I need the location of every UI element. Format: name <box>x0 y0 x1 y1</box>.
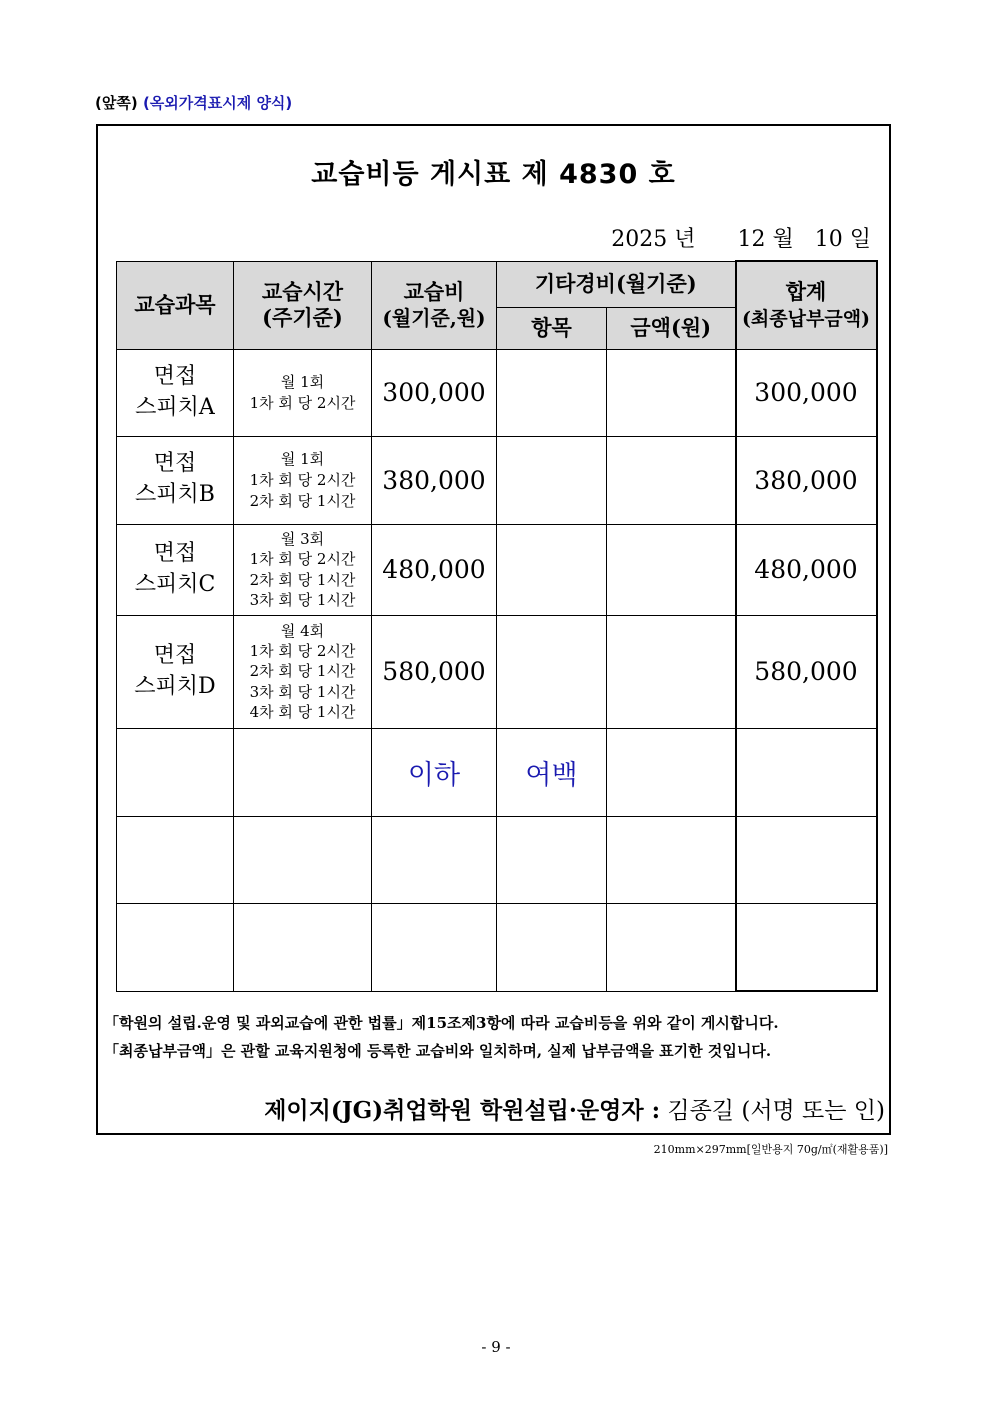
form-type-label: (옥외가격표시제 양식) <box>142 94 293 112</box>
other-amount-cell <box>607 524 736 615</box>
date-day: 10 <box>814 227 843 252</box>
date-month: 12 <box>737 227 766 252</box>
fee-cell: 380,000 <box>372 436 497 524</box>
total-cell: 480,000 <box>736 524 877 615</box>
notice-title: 교습비등 게시표 제 4830 호 <box>311 159 676 190</box>
table-row <box>117 524 877 615</box>
notice-frame <box>96 124 891 1135</box>
empty-cell <box>234 816 372 903</box>
legal-statement <box>104 1009 779 1065</box>
other-amount-cell <box>607 349 736 436</box>
time-cell: 월 3회 1차 회 당 2시간 2차 회 당 1시간 3차 회 당 1시간 <box>234 524 372 615</box>
time-cell: 월 4회 1차 회 당 2시간 2차 회 당 1시간 3차 회 당 1시간 4차 회 당 1시간 <box>234 615 372 728</box>
side-label: (앞쪽) <box>95 94 138 112</box>
page-number: - 9 - <box>481 1338 511 1356</box>
header-subject: 교습과목 <box>117 261 234 349</box>
empty-cell <box>497 816 607 903</box>
header-time: 교습시간 (주기준) <box>234 261 372 349</box>
empty-cell <box>117 903 234 991</box>
empty-cell <box>736 816 877 903</box>
blank-marker-right: 여백 <box>497 728 607 816</box>
fee-cell: 480,000 <box>372 524 497 615</box>
table-row <box>117 816 877 903</box>
other-item-cell <box>497 436 607 524</box>
blank-marker-left: 이하 <box>372 728 497 816</box>
form-header-note <box>95 92 292 113</box>
date-year: 2025 <box>611 227 668 252</box>
subject-cell: 면접 스피치C <box>117 524 234 615</box>
header-other-item: 항목 <box>497 307 607 349</box>
other-item-cell <box>497 349 607 436</box>
time-cell: 월 1회 1차 회 당 2시간 2차 회 당 1시간 <box>234 436 372 524</box>
time-cell: 월 1회 1차 회 당 2시간 <box>234 349 372 436</box>
total-cell: 380,000 <box>736 436 877 524</box>
fee-cell: 300,000 <box>372 349 497 436</box>
empty-cell <box>234 903 372 991</box>
table-row <box>117 615 877 728</box>
total-cell: 300,000 <box>736 349 877 436</box>
other-item-cell <box>497 615 607 728</box>
empty-cell <box>607 903 736 991</box>
empty-cell <box>234 728 372 816</box>
operator-name: 김종길 (서명 또는 인) <box>667 1098 885 1124</box>
header-fee: 교습비 (월기준,원) <box>372 261 497 349</box>
total-cell: 580,000 <box>736 615 877 728</box>
fee-cell: 580,000 <box>372 615 497 728</box>
empty-cell <box>117 728 234 816</box>
subject-cell: 면접 스피치A <box>117 349 234 436</box>
empty-cell <box>736 728 877 816</box>
statement-line-2: 「최종납부금액」은 관할 교육지원청에 등록한 교습비와 일치하며, 실제 납부금액을 표기한 것입니다. <box>104 1042 772 1060</box>
empty-cell <box>117 816 234 903</box>
header-other-expenses: 기타경비(월기준) <box>497 261 736 307</box>
date-month-unit: 월 <box>772 227 794 252</box>
empty-cell <box>372 903 497 991</box>
paper-spec-note: 210mm×297mm[일반용지 70g/㎡(재활용품)] <box>653 1143 888 1156</box>
subject-cell: 면접 스피치D <box>117 615 234 728</box>
date-day-unit: 일 <box>849 227 871 252</box>
table-row <box>117 349 877 436</box>
table-row <box>117 728 877 816</box>
empty-cell <box>736 903 877 991</box>
empty-cell <box>607 816 736 903</box>
notice-date <box>611 222 871 253</box>
other-item-cell <box>497 524 607 615</box>
other-amount-cell <box>607 436 736 524</box>
date-year-unit: 년 <box>674 227 696 252</box>
header-total: 합계 (최종납부금액) <box>736 261 877 349</box>
subject-cell: 면접 스피치B <box>117 436 234 524</box>
empty-cell <box>497 903 607 991</box>
fee-table <box>116 260 878 992</box>
academy-operator: 제이지(JG)취업학원 학원설립·운영자 : <box>264 1097 661 1124</box>
header-other-amount: 금액(원) <box>607 307 736 349</box>
empty-cell <box>607 728 736 816</box>
statement-line-1: 「학원의 설립․운영 및 과외교습에 관한 법률」제15조제3항에 따라 교습비등을 위와 같이 게시합니다. <box>104 1014 779 1032</box>
table-row <box>117 436 877 524</box>
empty-cell <box>372 816 497 903</box>
signature-line <box>264 1092 885 1125</box>
other-amount-cell <box>607 615 736 728</box>
table-row <box>117 903 877 991</box>
